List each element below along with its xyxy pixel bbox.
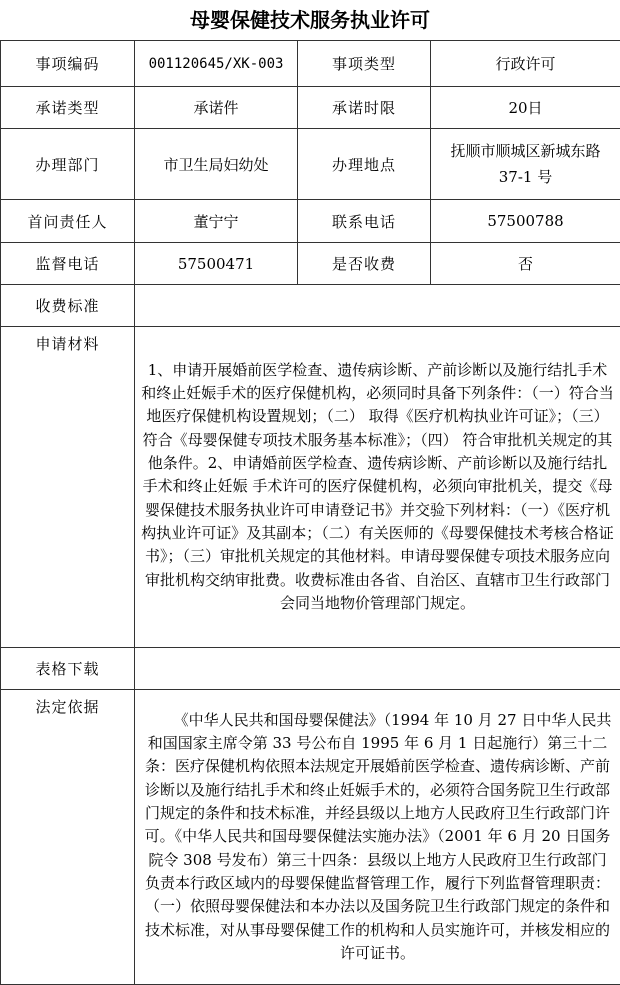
fee-standard-label: 收费标准 [1,285,135,327]
legal-basis-label: 法定依据 [1,690,135,985]
table-row [1,129,620,200]
promise-time-label: 承诺时限 [298,87,431,129]
table-row [1,648,620,690]
materials-label: 申请材料 [1,327,135,648]
first-responsible-label: 首问责任人 [1,200,135,243]
table-row [1,243,620,285]
materials-value: 1、申请开展婚前医学检查、遗传病诊断、产前诊断以及施行结扎手术和终止妊娠手术的医疗保健机构，必须同时具备下列条件：（一）符合当地医疗保健机构设置规划；（二） 取得《医疗机构执业许可证》；（三） 符合《母婴保健专项技术服务基本标准》；（四） 符合审批机关规定的其他条件。2、申请婚前医学检查、遗传病诊断、产前诊断以及施行结扎手术和终止妊娠 手术许可的医疗保健机构，必须向审批机关，提交《母婴保健技术服务执业许可申请登记书》并交验下列材料：（一）《医疗机构执业许可证》及其副本；（二）有关医师的《母婴保健技术考核合格证书》；（三）审批机关规定的其他材料。申请母婴保健专项技术服务应向审批机构交纳审批费。收费标准由各省、自治区、直辖市卫生行政部门会同当地物价管理部门规定。 [135,327,620,648]
forms-download-value [135,648,620,690]
place-value: 抚顺市顺城区新城东路 37-1 号 [431,129,620,200]
promise-type-value: 承诺件 [135,87,298,129]
supervise-phone-label: 监督电话 [1,243,135,285]
table-row [1,285,620,327]
table-row [1,327,620,648]
supervise-phone-value: 57500471 [135,243,298,285]
promise-time-value: 20日 [431,87,620,129]
table-row [1,200,620,243]
contact-phone-label: 联系电话 [298,200,431,243]
table-row [1,87,620,129]
promise-type-label: 承诺类型 [1,87,135,129]
legal-basis-value: 《中华人民共和国母婴保健法》（1994 年 10 月 27 日中华人民共和国国家主席令第 33 号公布自 1995 年 6 月 1 日起施行）第三十二条：医疗保健机构依照本法规定开展婚前医学检查、遗传病诊断、产前诊断以及施行结扎手术和终止妊娠手术的，必须符合国务院卫生行政部门规定的条件和技术标准，并经县级以上地方人民政府卫生行政部门许可。《中华人民共和国母婴保健法实施办法》（2001 年 6 月 20 日国务院令 308 号发布）第三十四条：县级以上地方人民政府卫生行政部门负责本行政区域内的母婴保健监督管理工作，履行下列监督管理职责：（一）依照母婴保健法和本办法以及国务院卫生行政部门规定的条件和技术标准，对从事母婴保健工作的机构和人员实施许可，并核发相应的许可证书。 [135,690,620,985]
fee-flag-label: 是否收费 [298,243,431,285]
table-row [1,41,620,87]
table-row [1,690,620,985]
item-code-label: 事项编码 [1,41,135,87]
item-type-label: 事项类型 [298,41,431,87]
info-table [0,40,620,985]
first-responsible-value: 董宁宁 [135,200,298,243]
dept-value: 市卫生局妇幼处 [135,129,298,200]
fee-standard-value [135,285,620,327]
forms-download-label: 表格下载 [1,648,135,690]
document-title: 母婴保健技术服务执业许可 [0,0,620,38]
item-type-value: 行政许可 [431,41,620,87]
contact-phone-value: 57500788 [431,200,620,243]
fee-flag-value: 否 [431,243,620,285]
dept-label: 办理部门 [1,129,135,200]
place-label: 办理地点 [298,129,431,200]
item-code-value: 001120645/XK-003 [135,41,298,87]
